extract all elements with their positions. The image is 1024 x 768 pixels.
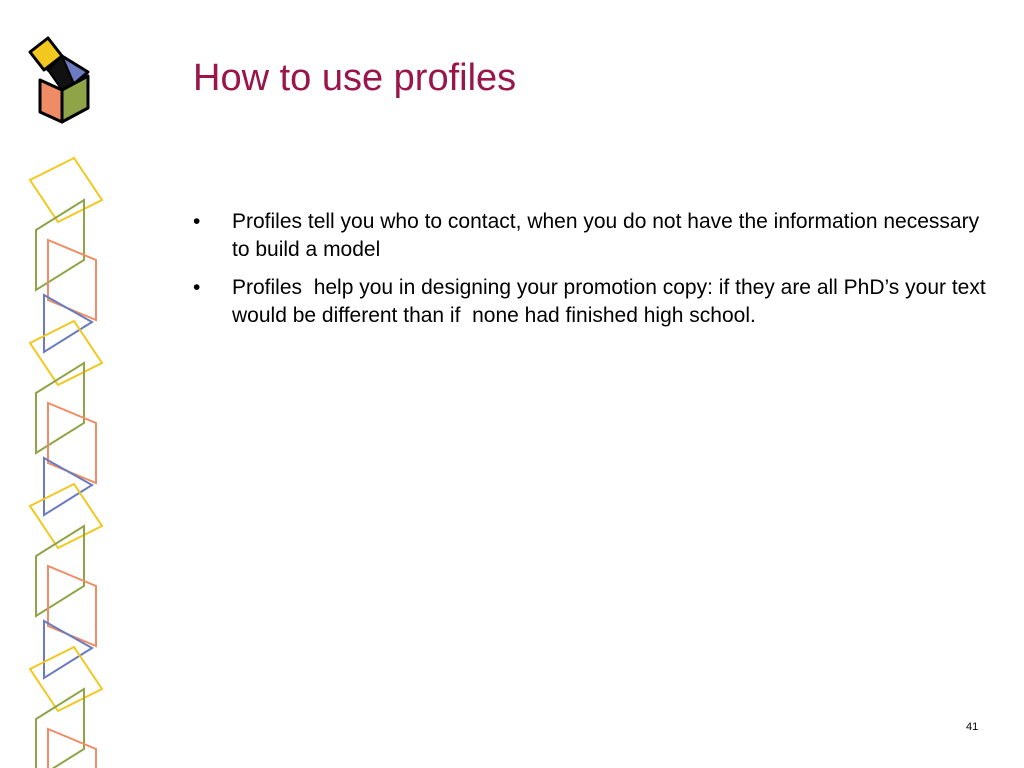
bullet-list <box>193 208 993 340</box>
bullet-marker: • <box>193 210 201 233</box>
bullet-item <box>193 208 993 264</box>
left-border-decoration <box>0 150 120 768</box>
bullet-text: Profiles help you in designing your promotion copy: if they are all PhD’s your text would be different than if none had finished high school. <box>232 276 992 327</box>
cube-logo-icon <box>26 34 98 126</box>
bullet-item <box>193 274 993 330</box>
bullet-marker: • <box>193 276 201 299</box>
page-number: 41 <box>966 721 979 733</box>
slide-title: How to use profiles <box>193 57 517 99</box>
bullet-text: Profiles tell you who to contact, when you do not have the information necessary to build a model <box>232 210 985 261</box>
